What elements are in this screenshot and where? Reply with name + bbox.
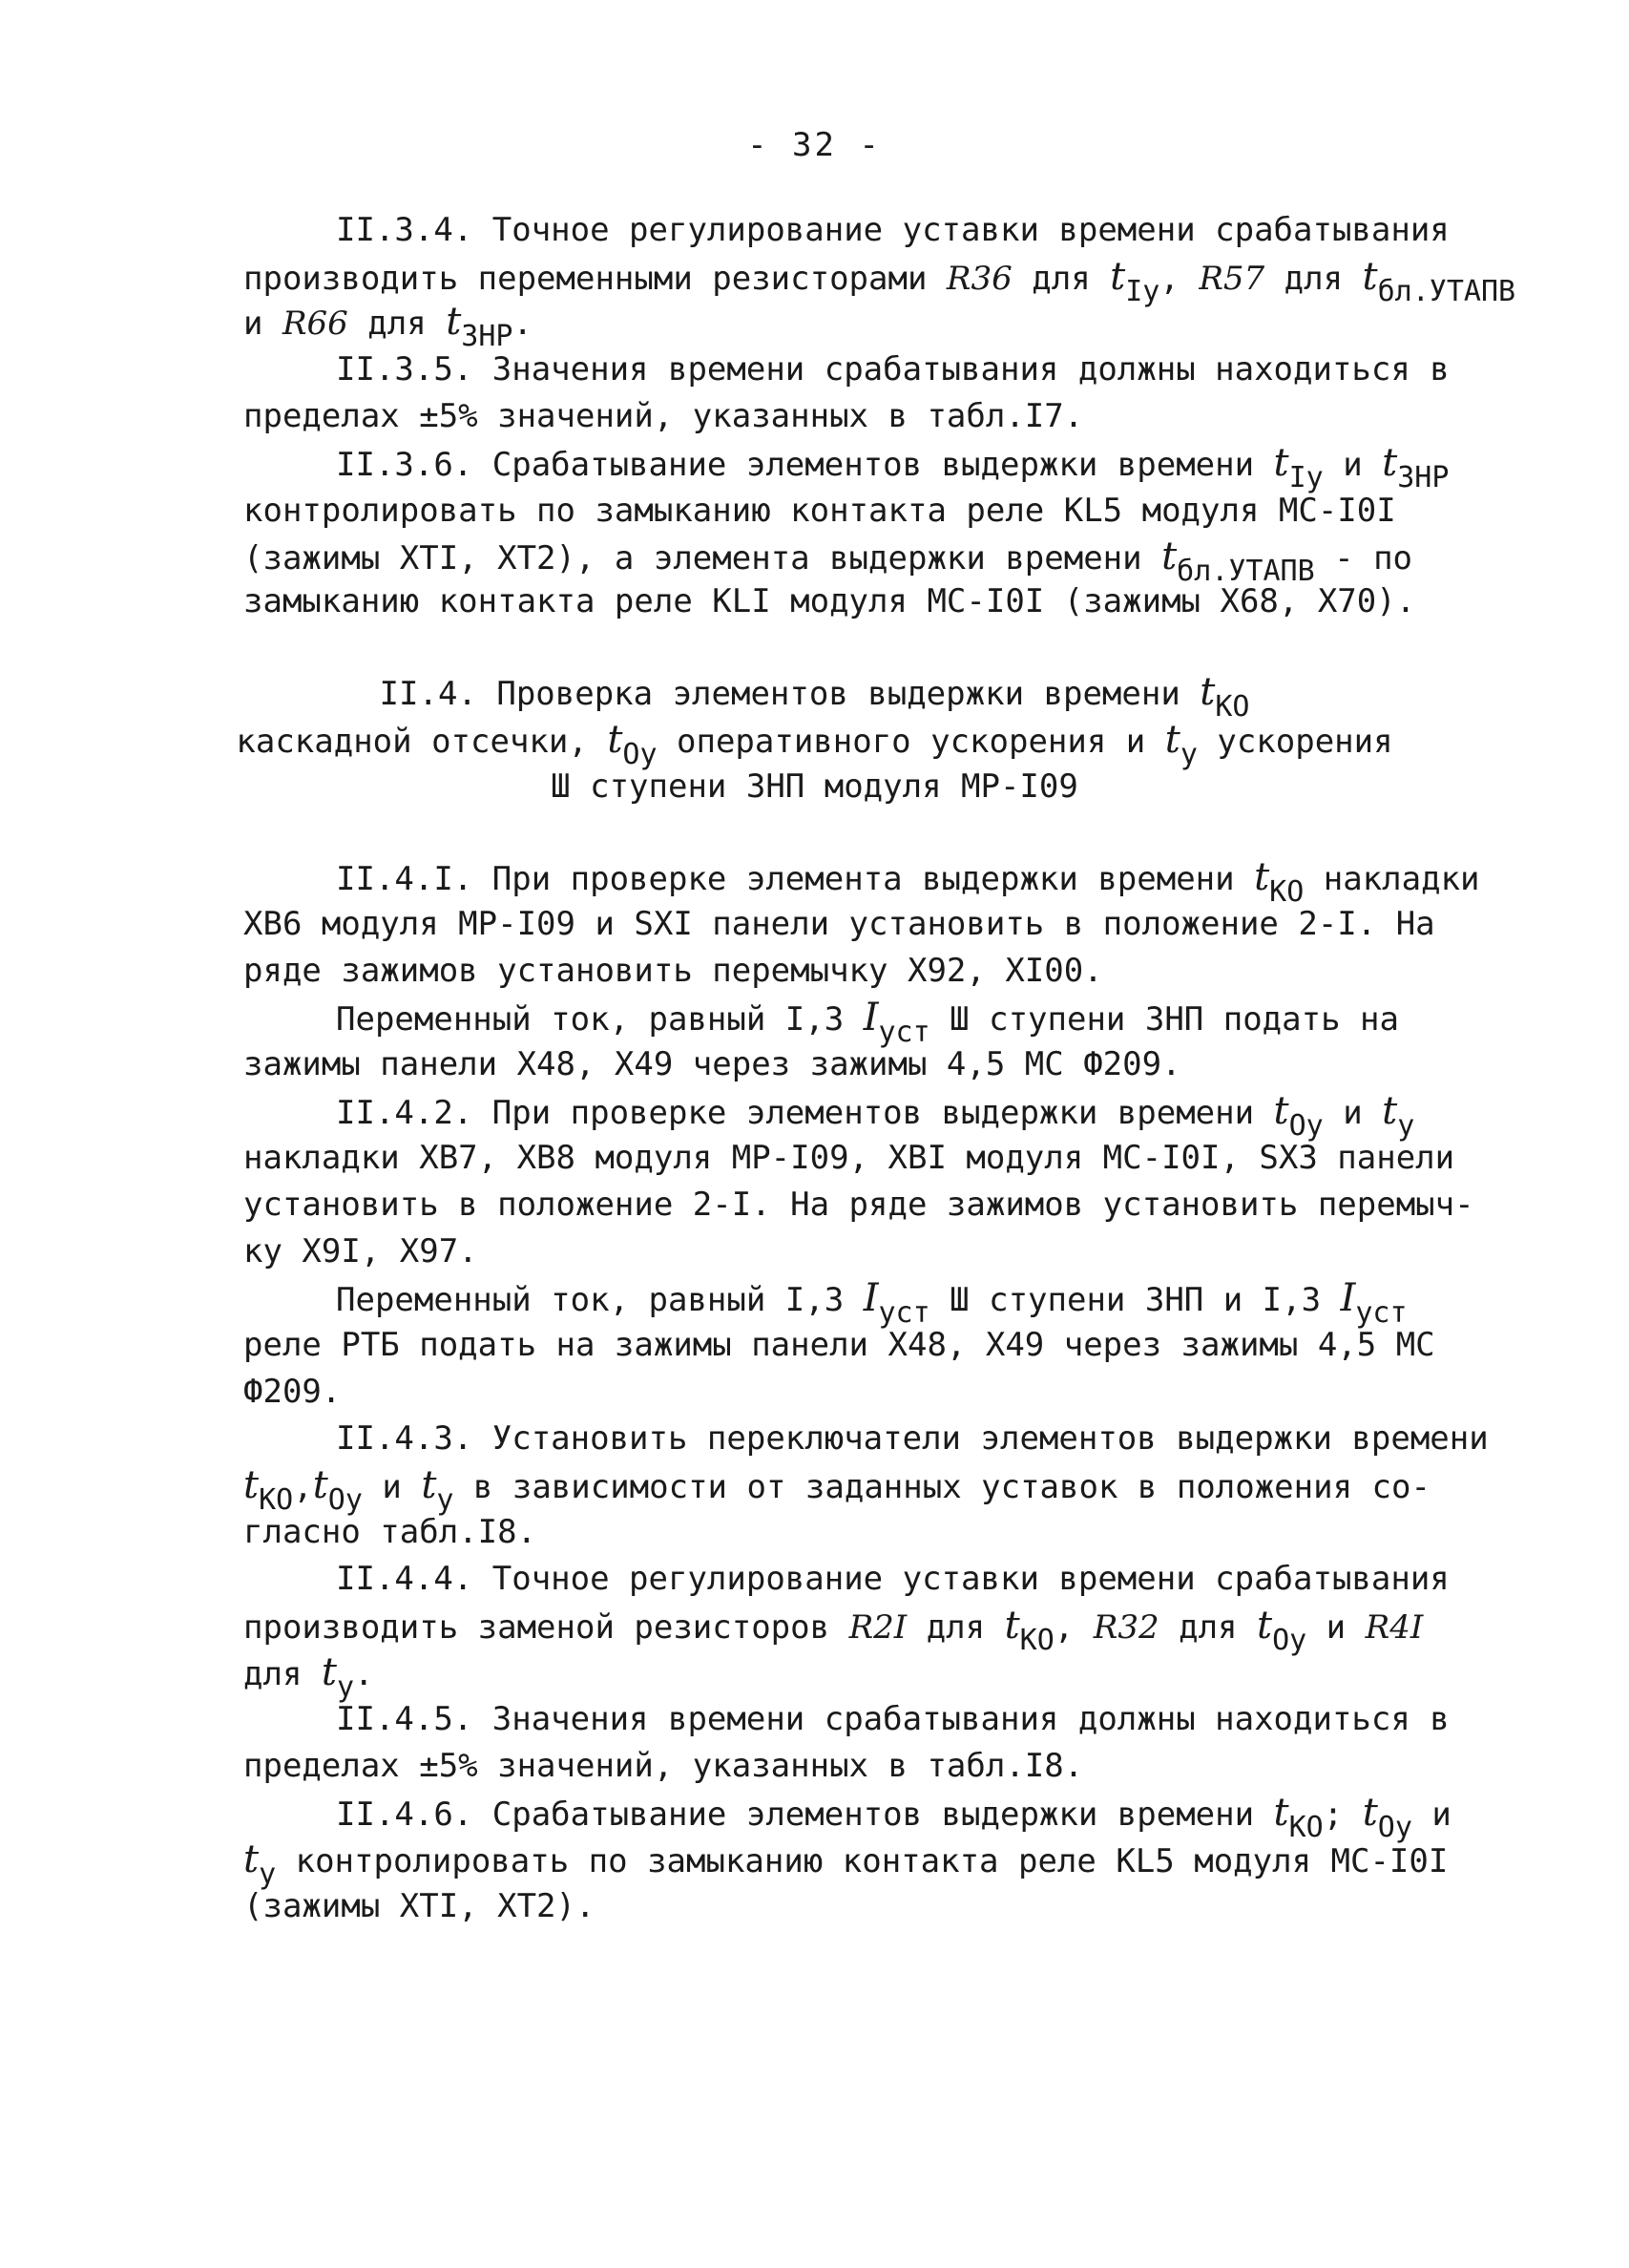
text-run: II.4.4. Точное регулирование уставки времени срабатывания (336, 1560, 1450, 1598)
text-run: XB6 модуля МР-I09 и SXI панели установить в положение 2-I. На (243, 905, 1435, 943)
subscript-index: Оу (1288, 1109, 1324, 1143)
math-symbol: t (1110, 255, 1126, 299)
para-11-4-4-line-3 (243, 1650, 374, 1704)
math-symbol: t (1273, 1089, 1289, 1133)
text-run: и (1323, 446, 1383, 484)
text-run: для (347, 304, 447, 343)
para-11-4-2-line-4 (243, 1229, 478, 1273)
text-run: II.4.3. Установить переключатели элементов выдержки времени (336, 1419, 1489, 1458)
math-symbol: I (863, 1276, 879, 1320)
math-symbol: t (446, 300, 462, 344)
subscript-index: Iу (1288, 461, 1324, 494)
para-11-4-2-line-3 (243, 1183, 1474, 1227)
text-run: , (293, 1468, 313, 1506)
subscript-index: КО (259, 1483, 294, 1517)
subscript-index: Оу (622, 738, 658, 771)
text-run: , (1054, 1608, 1094, 1647)
text-run: ; (1323, 1796, 1363, 1834)
subscript-index: у (1397, 1109, 1415, 1143)
text-run: и (1411, 1796, 1451, 1834)
subscript-index: уст (878, 1296, 930, 1330)
text-run: . (354, 1655, 374, 1693)
math-symbol: t (321, 1650, 337, 1694)
para-11-4-6-line-2 (243, 1838, 1449, 1891)
text-run: Ш ступени ЗНП подать на (929, 1000, 1399, 1039)
text-run: Ш ступени ЗНП и I,3 (929, 1281, 1341, 1319)
subscript-index: уст (1355, 1296, 1408, 1330)
text-run: II.3.5. Значения времени срабатывания должны находиться в (336, 350, 1450, 388)
text-run: Ф209. (243, 1373, 342, 1411)
text-run: для (243, 1655, 322, 1693)
para-11-4-1-line-3 (243, 949, 1103, 993)
section-heading-line-2 (0, 718, 1629, 771)
para-11-4-4-line-2 (243, 1604, 1424, 1657)
text-run: накладки XB7, XB8 модуля МР-I09, XBI модуля МС-I0I, SX3 панели (243, 1139, 1455, 1177)
text-run: Ш ступени ЗНП модуля МР-I09 (551, 767, 1078, 806)
para-11-3-4-line-1 (336, 208, 1450, 252)
math-symbol: t (1200, 670, 1216, 714)
section-heading-line-3 (0, 765, 1629, 808)
subscript-index: Оу (1377, 1811, 1412, 1844)
para-11-4-1-line-2 (243, 902, 1435, 946)
para-11-3-5-line-2 (243, 394, 1083, 438)
text-run: контролировать по замыканию контакта реле KL5 модуля МС-I0I (243, 492, 1396, 530)
text-run: II.4.I. При проверке элемента выдержки времени (336, 860, 1255, 898)
text-run: ряде зажимов установить перемычку X92, XI00. (243, 952, 1103, 990)
math-symbol: I (1340, 1276, 1356, 1320)
subscript-index: КО (1019, 1624, 1055, 1657)
text-run: (зажимы XTI, XT2), а элемента выдержки времени (243, 539, 1162, 578)
text-run: - по (1314, 539, 1413, 578)
text-run: для (907, 1608, 1005, 1647)
subscript-index: ЗНР (1397, 461, 1450, 494)
subscript-index: Оу (327, 1483, 363, 1517)
para-11-3-6-line-2 (243, 489, 1396, 533)
text-run: II.3.6. Срабатывание элементов выдержки времени (336, 446, 1274, 484)
subscript-index: бл.УТАПВ (1377, 275, 1516, 308)
text-run: для (1012, 260, 1111, 298)
subscript-index: у (336, 1670, 355, 1704)
para-11-4-4-line-1 (336, 1557, 1450, 1601)
text-run: оперативного ускорения и (657, 723, 1165, 761)
para-11-4-6-line-1 (336, 1791, 1451, 1844)
math-symbol: R2I (848, 1608, 908, 1647)
para-current-1-line-2 (243, 1042, 1181, 1086)
text-run: контролировать по замыканию контакта реле KL5 модуля МС-I0I (276, 1842, 1449, 1880)
para-11-3-6-line-4 (243, 579, 1415, 623)
subscript-index: КО (1215, 690, 1250, 724)
text-run: и (243, 304, 282, 343)
text-run: II.4.5. Значения времени срабатывания должны находиться в (336, 1700, 1450, 1738)
math-symbol: R36 (946, 260, 1013, 298)
para-11-3-4-line-2 (243, 255, 1516, 308)
para-11-3-4-line-3 (243, 300, 533, 353)
subscript-index: КО (1269, 875, 1305, 909)
math-symbol: t (243, 1463, 260, 1507)
math-symbol: t (1256, 1604, 1273, 1648)
text-run: зажимы панели X48, X49 через зажимы 4,5 МС Ф209. (243, 1045, 1181, 1083)
text-run: пределах ±5% значений, указанных в табл.I7. (243, 397, 1084, 435)
math-symbol: t (1273, 1791, 1289, 1835)
math-symbol: R32 (1093, 1608, 1159, 1647)
text-run: гласно табл.I8. (243, 1513, 537, 1551)
text-run: для (1159, 1608, 1257, 1647)
math-symbol: R57 (1199, 260, 1265, 298)
para-11-4-3-line-3 (243, 1510, 536, 1554)
para-11-4-5-line-2 (243, 1744, 1083, 1788)
math-symbol: R66 (282, 304, 348, 343)
para-11-4-2-line-1 (336, 1089, 1415, 1143)
text-run: и (362, 1468, 422, 1506)
text-run: в зависимости от заданных уставок в положения со- (453, 1468, 1431, 1506)
text-run: ку X9I, X97. (243, 1232, 478, 1270)
para-11-3-5-line-1 (336, 347, 1450, 391)
section-heading-line-1 (0, 670, 1629, 724)
text-run: II.4.6. Срабатывание элементов выдержки времени (336, 1796, 1274, 1834)
math-symbol: t (421, 1463, 437, 1507)
math-symbol: t (1362, 255, 1378, 299)
page-number: - 32 - (747, 126, 882, 164)
para-11-4-5-line-1 (336, 1697, 1450, 1741)
text-run: Переменный ток, равный I,3 (336, 1281, 864, 1319)
math-symbol: I (863, 996, 879, 1040)
math-symbol: R4I (1365, 1608, 1424, 1647)
math-symbol: t (1164, 718, 1180, 762)
text-run: II.3.4. Точное регулирование уставки времени срабатывания (336, 211, 1450, 249)
text-run: Переменный ток, равный I,3 (336, 1000, 864, 1039)
para-11-3-6-line-3 (243, 535, 1413, 588)
math-symbol: t (1254, 855, 1270, 899)
para-11-4-3-line-1 (336, 1417, 1489, 1460)
text-run: производить заменой резисторов (243, 1608, 849, 1647)
para-11-4-2-line-2 (243, 1136, 1454, 1180)
text-run: установить в положение 2-I. На ряде зажимов установить перемыч- (243, 1186, 1474, 1224)
para-11-4-6-line-3 (243, 1884, 595, 1928)
text-run: замыканию контакта реле KLI модуля МС-I0I (зажимы X68, X70). (243, 582, 1416, 620)
para-11-4-1-line-1 (336, 855, 1480, 909)
subscript-index: уст (878, 1016, 930, 1049)
text-run: . (512, 304, 533, 343)
text-run: и (1323, 1094, 1383, 1132)
para-current-2-line-2 (243, 1323, 1435, 1367)
text-run: производить переменными резисторами (243, 260, 947, 298)
math-symbol: t (243, 1838, 260, 1881)
subscript-index: ЗНР (461, 320, 513, 353)
subscript-index: бл.УТАПВ (1177, 555, 1315, 588)
subscript-index: КО (1288, 1811, 1324, 1844)
math-symbol: t (312, 1463, 328, 1507)
text-run: II.4.2. При проверке элементов выдержки времени (336, 1094, 1274, 1132)
text-run: реле РТБ подать на зажимы панели X48, X49 через зажимы 4,5 МС (243, 1326, 1435, 1364)
text-run: , (1159, 260, 1200, 298)
para-current-2-line-3 (243, 1370, 341, 1414)
subscript-index: у (259, 1858, 277, 1891)
text-run: пределах ±5% значений, указанных в табл.I8. (243, 1747, 1084, 1785)
math-symbol: t (1382, 441, 1398, 485)
text-run: (зажимы XTI, XT2). (243, 1887, 595, 1925)
para-current-1-line-1 (336, 996, 1399, 1049)
text-run: для (1264, 260, 1363, 298)
math-symbol: t (1004, 1604, 1020, 1648)
subscript-index: у (1180, 738, 1198, 771)
math-symbol: t (607, 718, 623, 762)
math-symbol: t (1362, 1791, 1378, 1835)
subscript-index: у (436, 1483, 454, 1517)
math-symbol: t (1273, 441, 1289, 485)
text-run: накладки (1304, 860, 1480, 898)
para-11-3-6-line-1 (336, 441, 1450, 494)
subscript-index: Оу (1272, 1624, 1307, 1657)
math-symbol: t (1382, 1089, 1398, 1133)
para-11-4-3-line-2 (243, 1463, 1431, 1517)
subscript-index: Iу (1125, 275, 1160, 308)
text-run: ускорения (1197, 723, 1393, 761)
text-run: каскадной отсечки, (236, 723, 608, 761)
text-run: II.4. Проверка элементов выдержки времени (379, 675, 1201, 713)
math-symbol: t (1161, 535, 1178, 578)
text-run: и (1306, 1608, 1366, 1647)
para-current-2-line-1 (336, 1276, 1408, 1330)
